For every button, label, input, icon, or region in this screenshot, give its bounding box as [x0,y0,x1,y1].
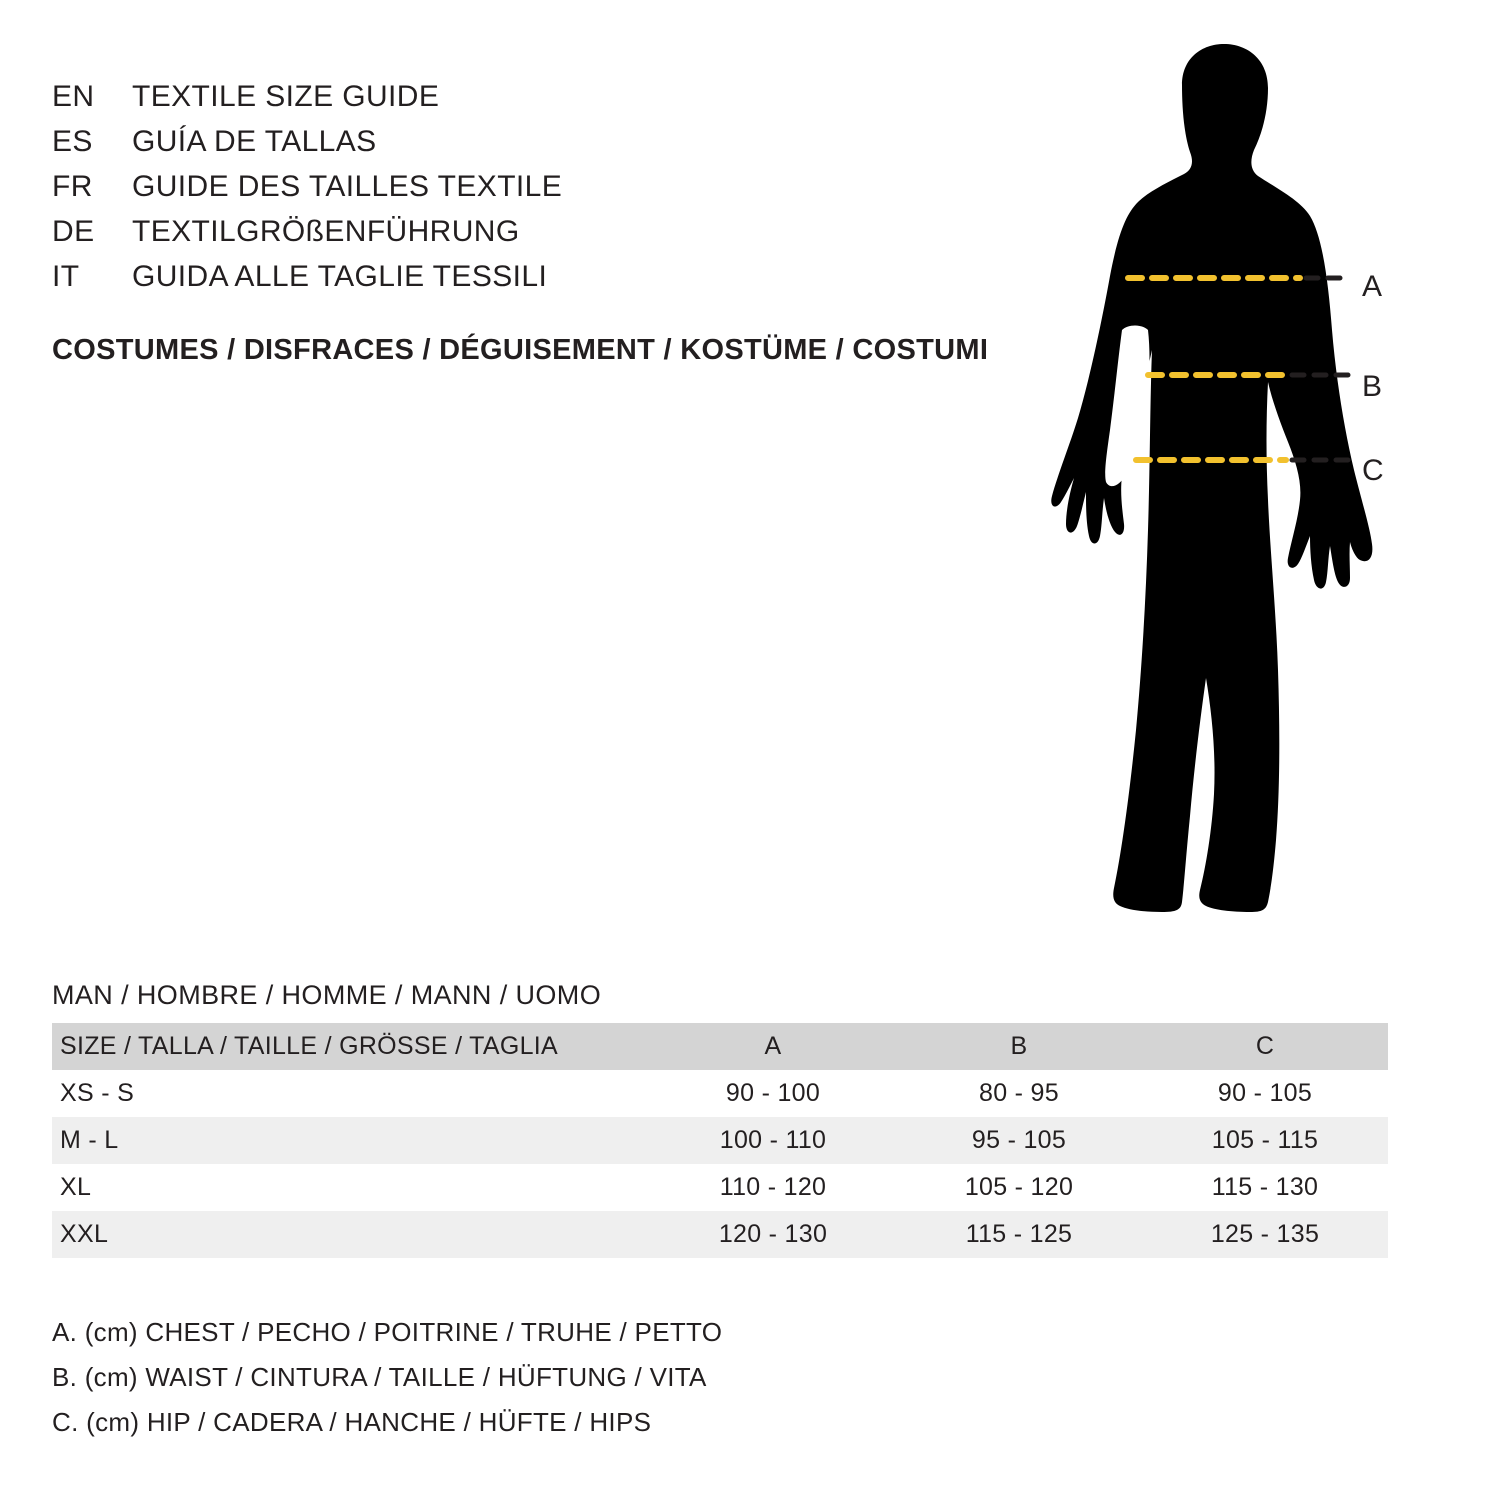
marker-label-a: A [1362,270,1383,303]
cell-size: XS - S [60,1079,135,1107]
language-text: GUIDE DES TAILLES TEXTILE [132,170,563,203]
cell-size: XL [60,1173,92,1201]
table-row [52,1070,1388,1117]
cell-size: XXL [60,1220,109,1248]
cell-b: 80 - 95 [979,1079,1059,1107]
table-header-size: SIZE / TALLA / TAILLE / GRÖSSE / TAGLIA [60,1032,559,1060]
language-row [52,119,872,164]
language-code: DE [52,215,95,248]
table-row [52,1117,1388,1164]
language-row [52,74,872,119]
language-code: FR [52,170,93,203]
table-header-a: A [764,1032,782,1060]
cell-b: 105 - 120 [964,1173,1074,1201]
measurement-legend [52,1310,1052,1445]
cell-c: 115 - 130 [1211,1173,1319,1201]
language-row [52,164,872,209]
legend-line-b: B. (cm) WAIST / CINTURA / TAILLE / HÜFTUNG / VITA [52,1362,707,1392]
language-text: GUÍA DE TALLAS [132,125,377,158]
table-row [52,1164,1388,1211]
silhouette-shape [1051,44,1372,912]
marker-label-c: C [1362,454,1385,487]
cell-c: 90 - 105 [1217,1079,1313,1107]
table-header-c: C [1255,1032,1275,1060]
marker-label-b: B [1362,370,1383,403]
language-row [52,254,872,299]
size-table-section [52,980,1382,1258]
size-table [52,1023,1388,1258]
table-header-row [52,1023,1388,1070]
cell-size: M - L [60,1126,119,1154]
language-list [52,74,872,299]
language-text: GUIDA ALLE TAGLIE TESSILI [132,260,548,293]
cell-a: 100 - 110 [719,1126,827,1154]
language-text: TEXTILE SIZE GUIDE [132,80,440,113]
table-header-b: B [1010,1032,1028,1060]
body-figure [1010,30,1450,930]
table-row [52,1211,1388,1258]
language-code: ES [52,125,93,158]
language-row [52,209,872,254]
cell-c: 105 - 115 [1211,1126,1319,1154]
cell-a: 110 - 120 [719,1173,827,1201]
table-caption: MAN / HOMBRE / HOMME / MANN / UOMO [52,980,602,1010]
legend-line-c: C. (cm) HIP / CADERA / HANCHE / HÜFTE / HIPS [52,1407,652,1437]
language-code: EN [52,80,95,113]
language-code: IT [52,260,80,293]
costumes-subtitle: COSTUMES / DISFRACES / DÉGUISEMENT / KOSTÜME / COSTUMI [52,334,989,366]
cell-b: 115 - 125 [965,1220,1073,1248]
cell-a: 90 - 100 [725,1079,821,1107]
legend-line-a: A. (cm) CHEST / PECHO / POITRINE / TRUHE / PETTO [52,1317,723,1347]
cell-b: 95 - 105 [971,1126,1067,1154]
language-text: TEXTILGRÖßENFÜHRUNG [132,215,520,248]
cell-c: 125 - 135 [1210,1220,1320,1248]
cell-a: 120 - 130 [718,1220,828,1248]
